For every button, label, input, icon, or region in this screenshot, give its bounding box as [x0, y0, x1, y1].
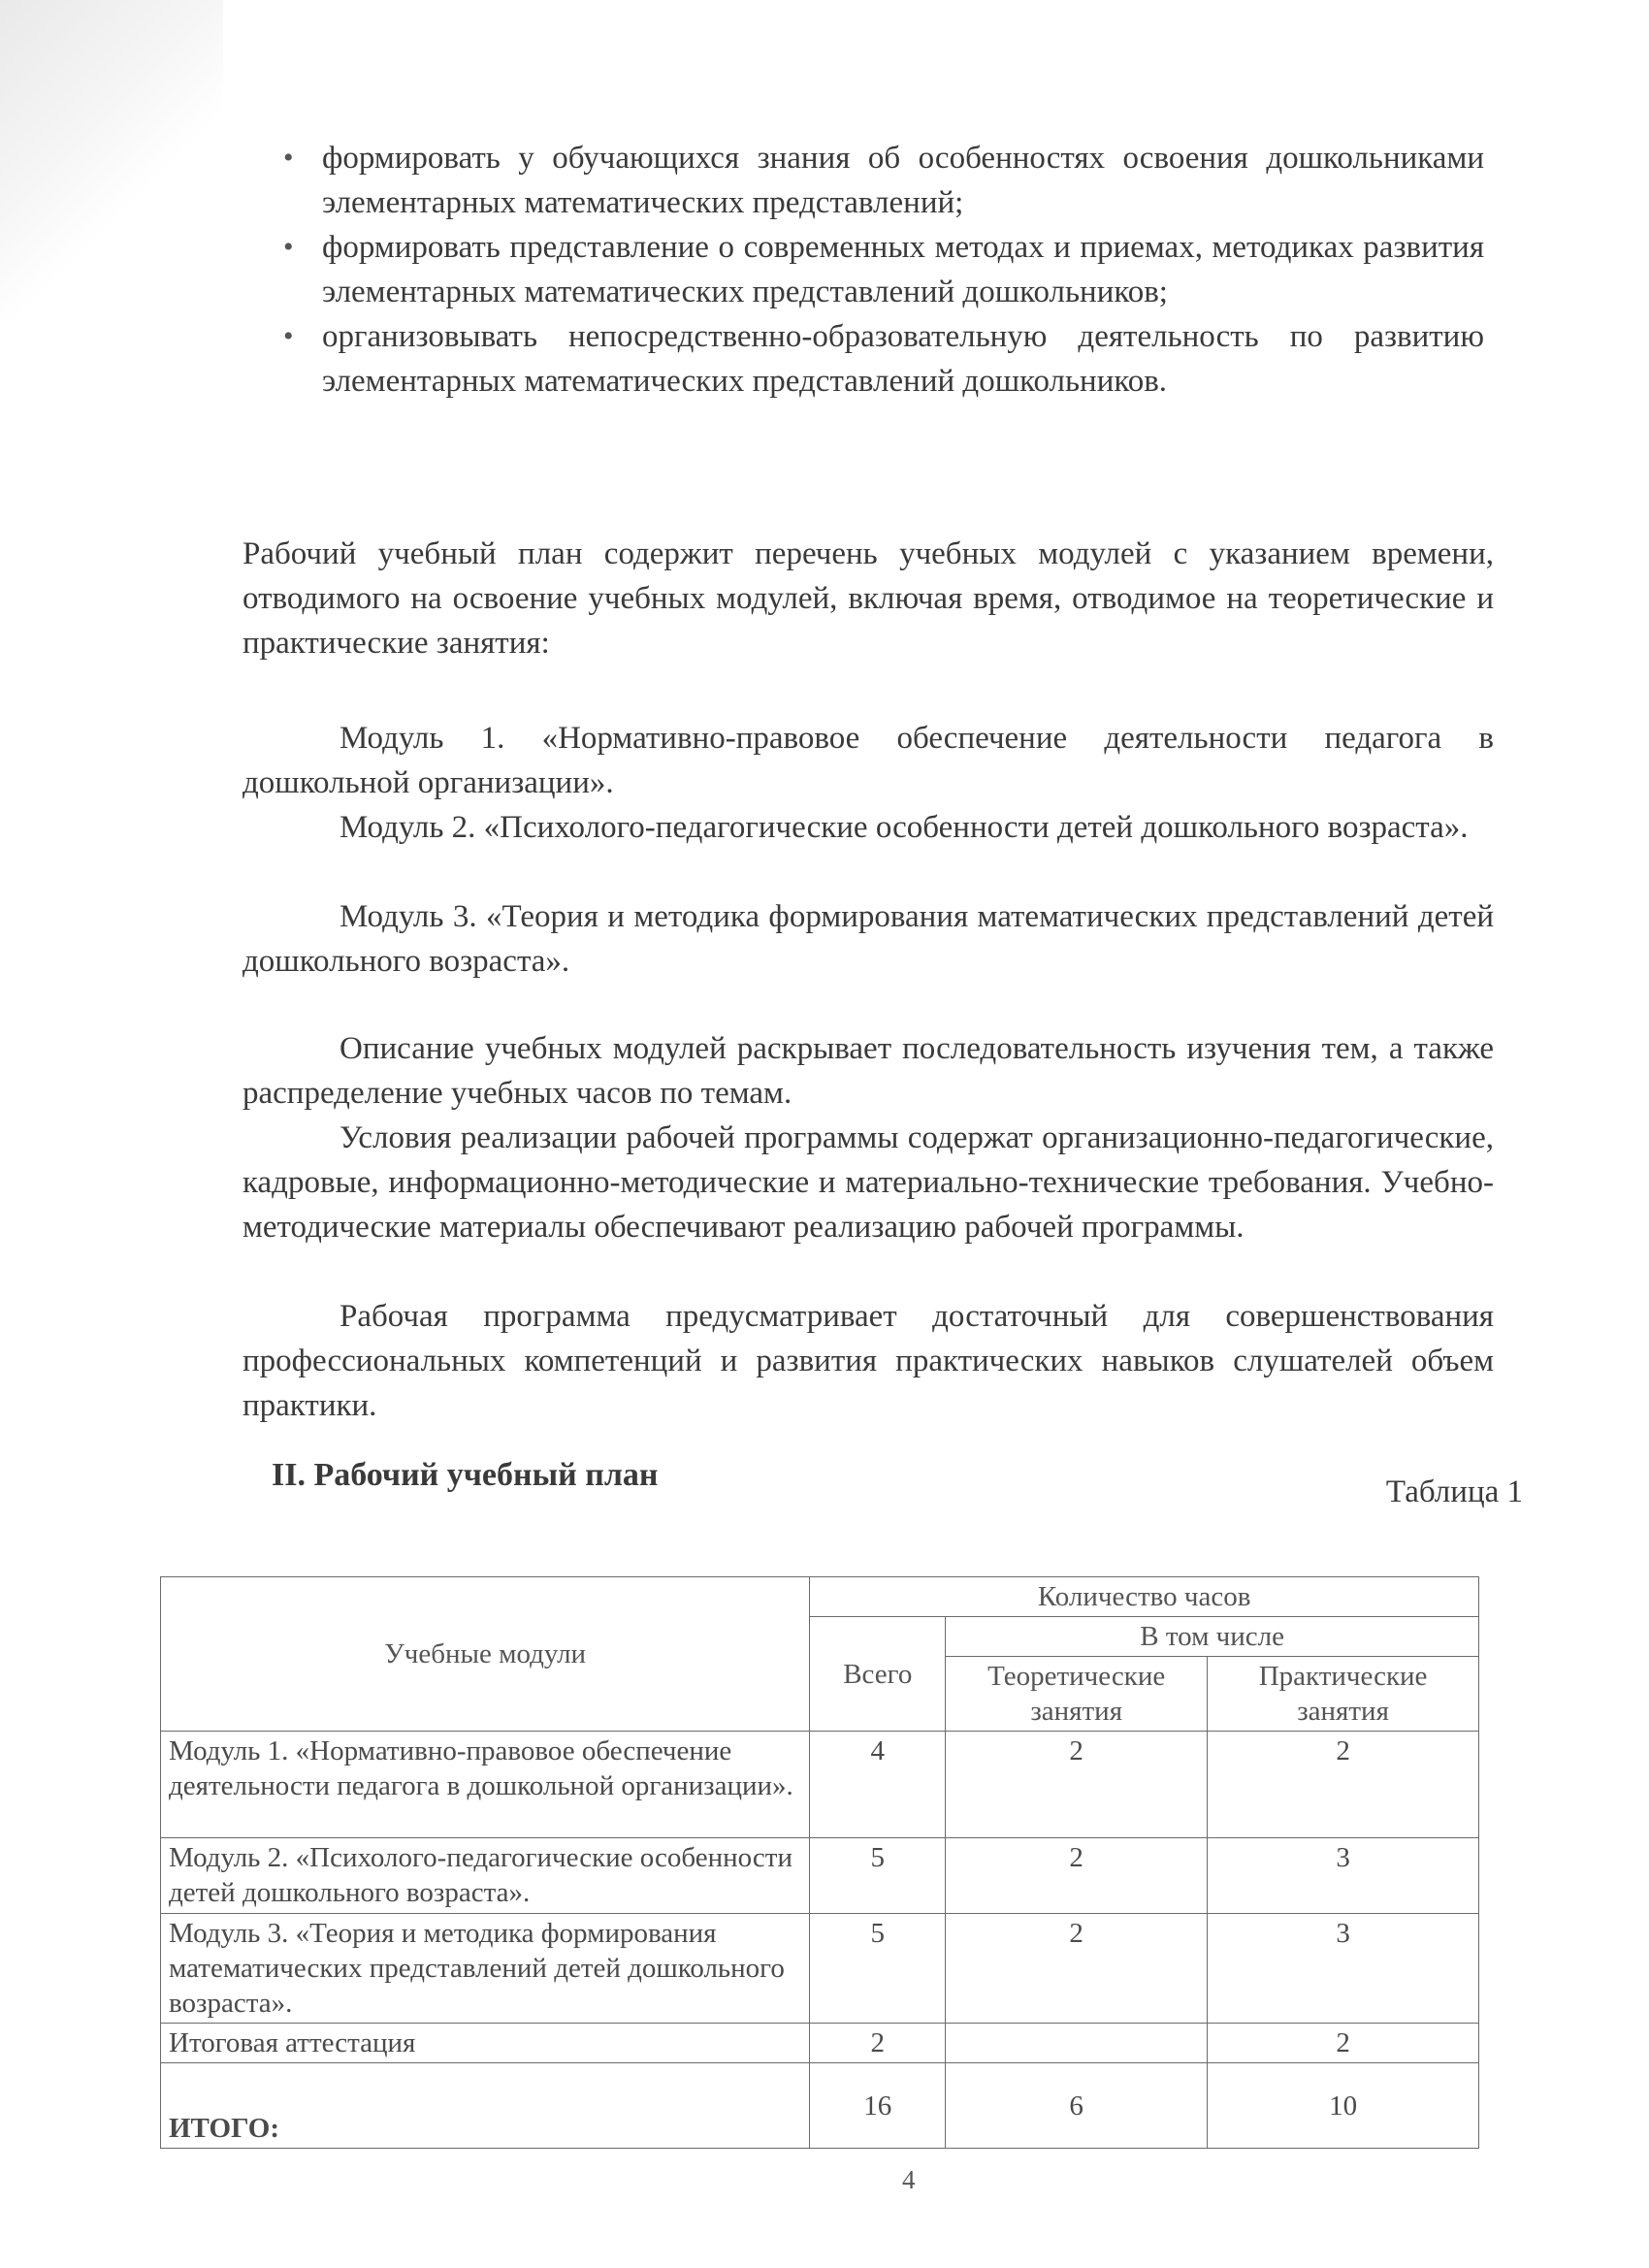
header-including: В том числе [946, 1617, 1479, 1657]
module-1-line: Модуль 1. «Нормативно-правовое обеспечение деятельности педагога в дошкольной организации». [242, 721, 1494, 800]
row-total: 2 [810, 2024, 946, 2063]
row-module-name: Модуль 3. «Теория и методика формирования математических представлений детей дошкольного возраста». [161, 1914, 810, 2024]
row-practice: 2 [1208, 2024, 1479, 2063]
header-total: Всего [810, 1617, 946, 1732]
row-total: 4 [810, 1732, 946, 1838]
module-3-line: Модуль 3. «Теория и методика формирования математических представлений детей дошкольного возраста». [242, 899, 1494, 979]
list-item: • организовывать непосредственно-образовательную деятельность по развитию элементарных математических представлений дошкольников. [272, 314, 1484, 404]
row-total: 16 [810, 2063, 946, 2149]
table-total-row [161, 2063, 1479, 2149]
row-practice: 2 [1208, 1732, 1479, 1838]
table-row [161, 1838, 1479, 1914]
list-item: • формировать у обучающихся знания об особенностях освоения дошкольниками элементарных математических представлений; [272, 136, 1484, 225]
row-total: 5 [810, 1914, 946, 2024]
module-2-line: Модуль 2. «Психолого-педагогические особенности детей дошкольного возраста». [340, 810, 1469, 845]
table-row [161, 2024, 1479, 2063]
row-module-name: ИТОГО: [161, 2063, 810, 2149]
row-practice: 10 [1208, 2063, 1479, 2149]
header-practice: Практические занятия [1208, 1657, 1479, 1732]
study-plan-table [160, 1576, 1479, 2149]
row-theory [946, 2024, 1208, 2063]
row-theory: 2 [946, 1838, 1208, 1914]
row-theory: 2 [946, 1732, 1208, 1838]
description-paragraph: Описание учебных модулей раскрывает последовательность изучения тем, а также распределение учебных часов по темам. [242, 1031, 1494, 1111]
practice-paragraph: Рабочая программа предусматривает достаточный для совершенствования профессиональных компетенций и развития практических навыков слушателей объем практики. [242, 1299, 1494, 1423]
conditions-paragraph: Условия реализации рабочей программы содержат организационно-педагогические, кадровые, информационно-методические и материально-технические требования. Учебно-методические материалы обеспечивают реализацию рабочей программы. [242, 1120, 1494, 1245]
header-theory: Теоретические занятия [946, 1657, 1208, 1732]
row-practice: 3 [1208, 1914, 1479, 2024]
row-module-name: Модуль 2. «Психолого-педагогические особенности детей дошкольного возраста». [161, 1838, 810, 1914]
row-theory: 2 [946, 1914, 1208, 2024]
intro-paragraph: Рабочий учебный план содержит перечень учебных модулей с указанием времени, отводимого на освоение учебных модулей, включая время, отводимое на теоретические и практические занятия: [242, 536, 1494, 661]
row-total: 5 [810, 1838, 946, 1914]
bullet-icon: • [283, 231, 294, 263]
list-item: • формировать представление о современных методах и приемах, методиках развития элементарных математических представлений дошкольников; [272, 225, 1484, 314]
row-practice: 3 [1208, 1838, 1479, 1914]
objectives-list [272, 136, 1484, 404]
row-module-name: Модуль 1. «Нормативно-правовое обеспечение деятельности педагога в дошкольной организации». [161, 1732, 810, 1838]
table-label: Таблица 1 [1385, 1474, 1523, 1509]
table-row [161, 1732, 1479, 1838]
row-theory: 6 [946, 2063, 1208, 2149]
row-module-name: Итоговая аттестация [161, 2024, 810, 2063]
scan-fold-shadow [0, 0, 223, 320]
header-modules: Учебные модули [161, 1577, 810, 1732]
bullet-icon: • [283, 142, 294, 174]
page-number: 4 [902, 2165, 916, 2194]
header-hours: Количество часов [810, 1577, 1479, 1617]
section-heading: II. Рабочий учебный план [272, 1457, 659, 1493]
bullet-icon: • [283, 320, 294, 352]
table-row [161, 1914, 1479, 2024]
table-header-row [161, 1577, 1479, 1617]
